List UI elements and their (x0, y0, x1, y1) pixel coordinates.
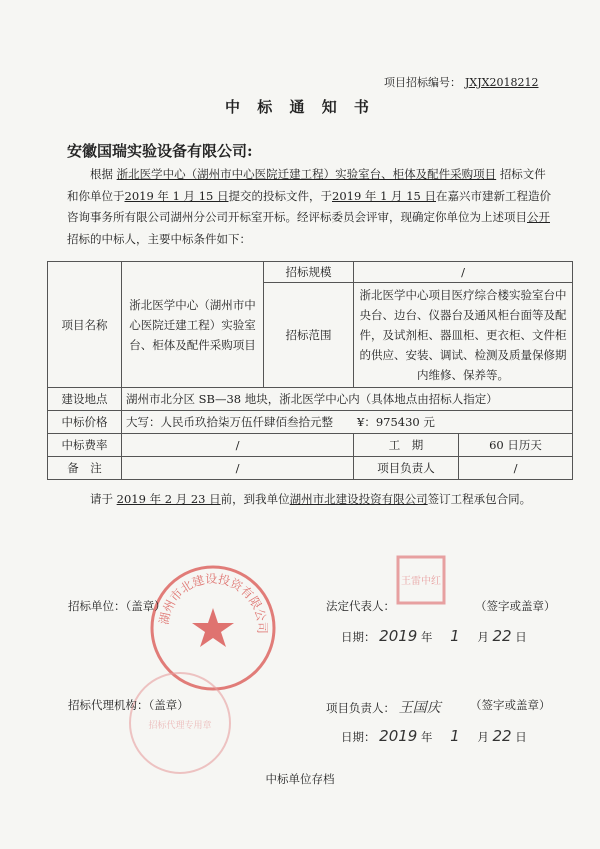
closing-company: 湖州市北建设投资有限公司 (289, 492, 428, 506)
closing-paragraph (67, 489, 552, 511)
scope-value: 浙北医学中心项目医疗综合楼实验室台中央台、边台、仪器台及通风柜台面等及配件，及试剂柜、器皿柜、更衣柜、文件柜的供应、安装、调试、检测及质量保修期内维修、保养等。 (354, 283, 573, 388)
document-title: 中 标 通 知 书 (225, 98, 375, 116)
rate-value: / (122, 434, 354, 457)
tenderer-seal-text: 湖州市北建设投资有限公司 (156, 571, 270, 634)
project-name-value: 浙北医学中心（湖州市中心医院迁建工程）实验室台、柜体及配件采购项目 (122, 262, 264, 388)
footer-archive-note: 中标单位存档 (265, 772, 335, 786)
remark-value: / (122, 457, 354, 480)
location-label: 建设地点 (48, 388, 122, 411)
recipient: 安徽国瑞实验设备有限公司: (67, 142, 253, 160)
date-month-unit-2: 月 (477, 730, 489, 744)
intro-text-4: 在嘉兴市建新工程造价咨询事务所有限公司湖州分公司开标室开标。经评标委员会评审，现确定你单位为上述项目 (67, 188, 551, 224)
date-line-2 (341, 727, 527, 745)
date-year-unit-1: 年 (421, 630, 433, 644)
manager-sign-label (326, 697, 441, 717)
price-value (122, 411, 573, 434)
intro-method: 公开 (527, 210, 550, 224)
date-month-1: 1 (450, 627, 460, 645)
manager-label-text: 项目负责人： (326, 701, 395, 715)
date-day-unit-1: 日 (515, 630, 527, 644)
price-upper: 大写：人民币玖拾柒万伍仟肆佰叁拾元整 (126, 415, 333, 429)
date-month-unit-1: 月 (477, 630, 489, 644)
intro-text-3: 提交的投标文件，于 (228, 188, 332, 203)
date-year-unit-2: 年 (421, 730, 433, 744)
manager-label: 项目负责人 (354, 457, 459, 480)
price-lower: ¥：975430 元 (357, 415, 435, 429)
tenderer-label: 招标单位：（盖章） (68, 599, 166, 613)
closing-text-3: 签订工程承包合同。 (427, 492, 532, 506)
date-day-1: 22 (492, 627, 512, 645)
agency-seal-text: 招标代理专用章 (148, 721, 212, 731)
agency-label: 招标代理机构：（盖章） (68, 698, 189, 712)
intro-paragraph (67, 164, 552, 250)
intro-bid-date: 2019 年 1 月 15 日 (124, 188, 229, 203)
manager-sign-hint: （签字或盖章） (470, 698, 551, 712)
period-label: 工 期 (354, 434, 459, 457)
agency-seal (125, 668, 235, 778)
intro-open-date: 2019 年 1 月 15 日 (332, 188, 436, 203)
period-value: 60 日历天 (459, 434, 573, 457)
date-year-2: 2019 (379, 727, 418, 745)
manager-value: / (459, 457, 573, 480)
date-line-1 (341, 627, 527, 645)
legal-rep-label: 法定代表人： (326, 599, 395, 613)
legal-rep-seal (396, 555, 446, 605)
scale-label: 招标规模 (264, 262, 354, 283)
intro-text-2: 招标文件和你单位于 (67, 167, 546, 203)
project-number (384, 74, 538, 90)
project-name-label: 项目名称 (48, 262, 122, 388)
date-year-1: 2019 (379, 627, 418, 645)
intro-text-1: 根据 (90, 167, 113, 181)
scale-value: / (354, 262, 573, 283)
price-label: 中标价格 (48, 411, 122, 434)
date-label-1: 日期： (341, 630, 376, 644)
scope-label: 招标范围 (264, 283, 354, 388)
intro-project-name: 浙北医学中心（湖州市中心医院迁建工程）实验室台、柜体及配件采购项目 (116, 167, 497, 181)
project-number-label: 项目招标编号： (384, 76, 461, 89)
closing-text-2: 前，到我单位 (220, 492, 290, 506)
date-label-2: 日期： (341, 730, 376, 744)
remark-label: 备 注 (48, 457, 122, 480)
closing-date: 2019 年 2 月 23 日 (116, 492, 221, 506)
closing-text-1: 请于 (90, 492, 113, 506)
date-month-2: 1 (450, 727, 460, 745)
legal-rep-seal-text: 王雷中红 (401, 576, 441, 587)
location-value: 湖州市北分区 SB—38 地块，浙北医学中心内（具体地点由招标人指定） (122, 388, 573, 411)
project-number-value: JXJX2018212 (465, 76, 539, 89)
legal-rep-sign-hint: （签字或盖章） (475, 599, 556, 613)
intro-text-5: 招标的中标人，主要中标条件如下： (67, 231, 251, 246)
date-day-2: 22 (492, 727, 512, 745)
rate-label: 中标费率 (48, 434, 122, 457)
award-conditions-table (47, 261, 573, 480)
manager-signature: 王国庆 (398, 700, 441, 716)
date-day-unit-2: 日 (515, 730, 527, 744)
